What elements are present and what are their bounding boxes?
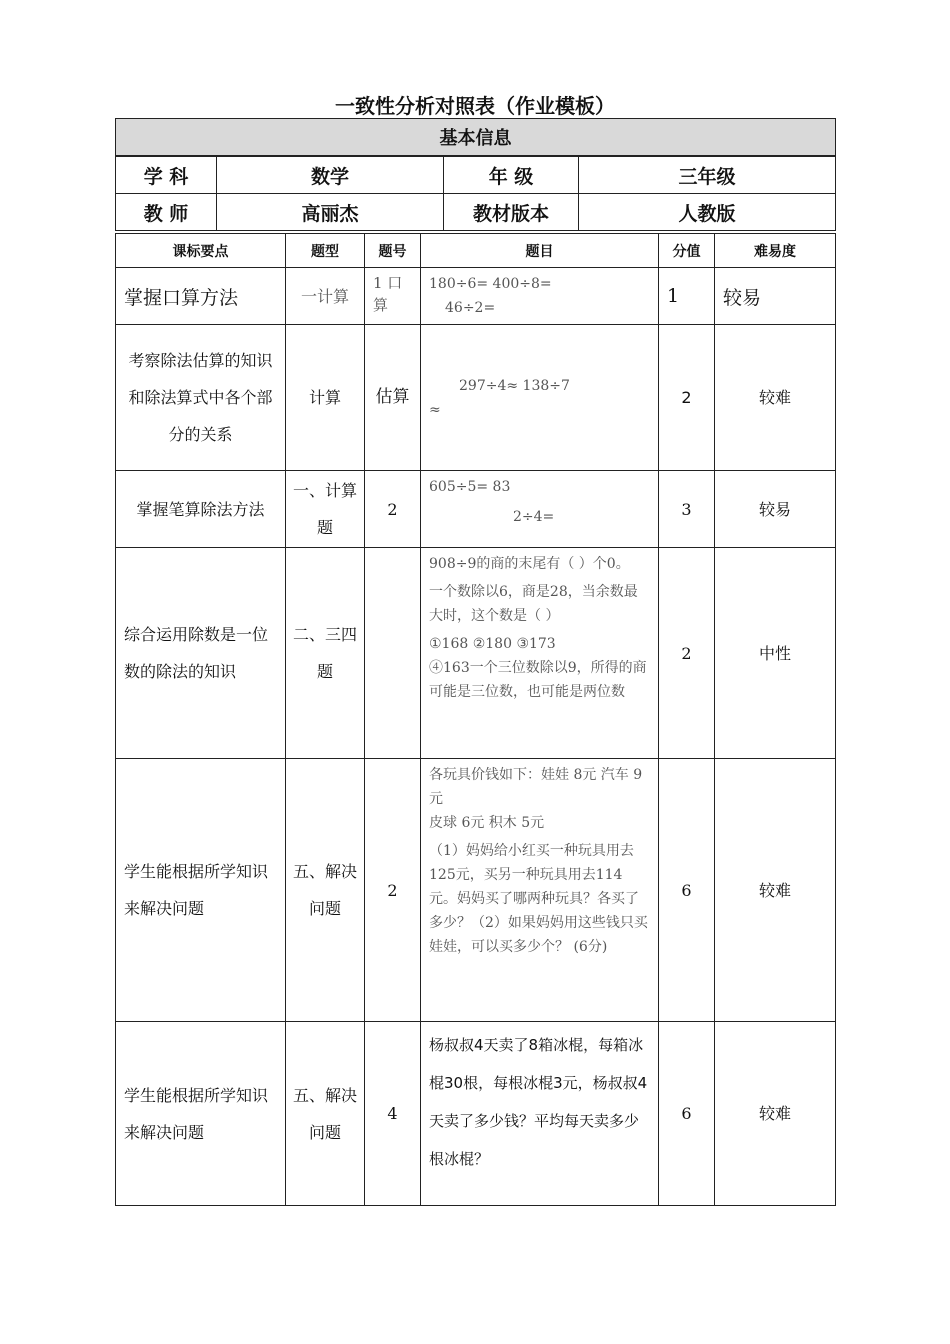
- question-number: 估算: [365, 325, 421, 471]
- table-row: [116, 325, 836, 471]
- question-line: 各玩具价钱如下：娃娃 8元 汽车 9元: [429, 767, 643, 807]
- score: 1: [659, 268, 715, 325]
- question-type: 计算: [286, 325, 365, 471]
- curriculum-point: 学生能根据所学知识来解决问题: [116, 1022, 286, 1206]
- column-header: 分值: [659, 234, 715, 268]
- table-row: [116, 548, 836, 759]
- difficulty: 较易: [715, 268, 836, 325]
- score: 6: [659, 759, 715, 1022]
- column-header-row: [116, 234, 836, 268]
- score: 6: [659, 1022, 715, 1206]
- question-type: 一、计算题: [286, 471, 365, 548]
- question-number: 2: [365, 471, 421, 548]
- table-row: [116, 1022, 836, 1206]
- column-header: 课标要点: [116, 234, 286, 268]
- items-table: [115, 233, 836, 1206]
- question-line: 180÷6= 400÷8=: [429, 276, 552, 292]
- curriculum-point: 考察除法估算的知识和除法算式中各个部分的关系: [116, 325, 286, 471]
- column-header: 题目: [421, 234, 659, 268]
- question-line: ④163一个三位数除以9，所得的商可能是三位数，也可能是两位数: [429, 660, 647, 700]
- question-text: [421, 548, 659, 759]
- grade-label: 年 级: [444, 157, 579, 194]
- difficulty: 较难: [715, 759, 836, 1022]
- question-line: 908÷9的商的末尾有（ ）个0。: [429, 556, 630, 572]
- table-row: [116, 759, 836, 1022]
- analysis-table: [115, 118, 836, 156]
- score: 2: [659, 325, 715, 471]
- difficulty: 较难: [715, 325, 836, 471]
- question-text: [421, 325, 659, 471]
- difficulty: 较易: [715, 471, 836, 548]
- question-line: （1）妈妈给小红买一种玩具用去125元，买另一种玩具用去114元。妈妈买了哪两种玩具？各买了多少？（2）如果妈妈用这些钱只买娃娃，可以买多少个？ (6分): [429, 843, 648, 955]
- question-type: 五、解决问题: [286, 1022, 365, 1206]
- column-header: 难易度: [715, 234, 836, 268]
- subject-value: 数学: [217, 157, 444, 194]
- question-number: 1 口算: [365, 268, 421, 325]
- score: 3: [659, 471, 715, 548]
- column-header: 题型: [286, 234, 365, 268]
- curriculum-point: 掌握笔算除法方法: [116, 471, 286, 548]
- page-title: 一致性分析对照表（作业模板）: [335, 94, 615, 118]
- grade-value: 三年级: [579, 157, 836, 194]
- difficulty: 较难: [715, 1022, 836, 1206]
- question-text: [421, 268, 659, 325]
- question-line: 一个数除以6，商是28，当余数最大时，这个数是（ ）: [429, 584, 638, 624]
- question-number: [365, 548, 421, 759]
- column-header: 题号: [365, 234, 421, 268]
- question-line: ①168 ②180 ③173: [429, 636, 556, 652]
- info-table: [115, 156, 836, 231]
- question-type: 五、解决问题: [286, 759, 365, 1022]
- question-line: 605÷5= 83: [429, 479, 511, 495]
- curriculum-point: 综合运用除数是一位数的除法的知识: [116, 548, 286, 759]
- edition-value: 人教版: [579, 194, 836, 231]
- edition-label: 教材版本: [444, 194, 579, 231]
- question-text: [421, 471, 659, 548]
- question-line: 2÷4=: [513, 509, 555, 525]
- subject-label: 学 科: [116, 157, 217, 194]
- table-row: [116, 268, 836, 325]
- question-type: 一计算: [286, 268, 365, 325]
- question-line: 46÷2=: [445, 300, 496, 316]
- section-header: 基本信息: [116, 119, 836, 156]
- question-line: 297÷4≈ 138÷7: [459, 377, 570, 394]
- teacher-value: 高丽杰: [217, 194, 444, 231]
- question-text: [421, 759, 659, 1022]
- teacher-label: 教 师: [116, 194, 217, 231]
- question-type: 二、三四题: [286, 548, 365, 759]
- question-number: 2: [365, 759, 421, 1022]
- difficulty: 中性: [715, 548, 836, 759]
- table-row: [116, 471, 836, 548]
- question-line: ≈: [429, 401, 441, 418]
- score: 2: [659, 548, 715, 759]
- question-line: 皮球 6元 积木 5元: [429, 815, 545, 831]
- question-text: 杨叔叔4天卖了8箱冰棍，每箱冰棍30根，每根冰棍3元，杨叔叔4天卖了多少钱？平均每天卖多少根冰棍？: [421, 1022, 659, 1206]
- curriculum-point: 掌握口算方法: [116, 268, 286, 325]
- curriculum-point: 学生能根据所学知识来解决问题: [116, 759, 286, 1022]
- question-number: 4: [365, 1022, 421, 1206]
